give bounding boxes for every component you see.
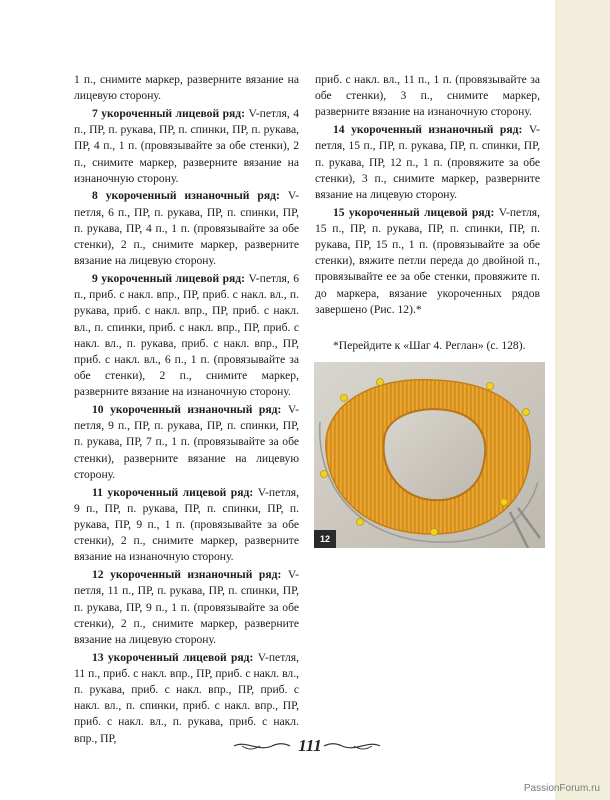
left-text-column <box>74 72 299 748</box>
right-text-column <box>315 72 540 355</box>
spacer <box>315 320 540 338</box>
page-edge-strip <box>555 0 610 800</box>
row-heading: 8 укороченный изнаночный ряд: <box>92 189 280 203</box>
row-heading: 11 укороченный лицевой ряд: <box>92 485 254 499</box>
figure-number-badge: 12 <box>314 530 336 548</box>
paragraph-text: 1 п., снимите маркер, разверните вязание на лицевую сторону. <box>74 73 299 103</box>
row-heading: 12 укороченный изнаночный ряд: <box>92 568 282 582</box>
knitted-yoke-illustration <box>314 362 545 548</box>
row-heading: 7 укороченный лицевой ряд: <box>92 106 246 120</box>
paragraph-row-10 <box>74 402 299 483</box>
paragraph-continuation <box>315 72 540 121</box>
right-flourish-ornament <box>322 738 382 754</box>
paragraph-text: V-петля, 11 п., приб. с накл. впр., ПР, приб. с накл. вл., п. рукава, приб. с накл. впр., ПР, приб. с накл. вл., п. спинки, приб. с накл. впр., ПР, приб. с накл. вл., п. рукава, приб. с накл. впр., ПР, <box>74 650 300 745</box>
paragraph-text: V-петля, 6 п., ПР, п. рукава, ПР, п. спинки, ПР, п. рукава, ПР, 4 п., 1 п. (провязывайте за обе стенки), 2 п., снимите маркер, разверните вязание на лицевую сторону. <box>74 189 299 268</box>
paragraph-row-13 <box>74 650 299 747</box>
footnote: *Перейдите к «Шаг 4. Реглан» (с. 128). <box>333 338 526 352</box>
paragraph-text: V-петля, 15 п., ПР, п. рукава, ПР, п. спинки, ПР, п. рукава, ПР, 15 п., 1 п. (провязывайте за обе стенки), вяжите петли переда до двойной п., провязывайте ее за обе стенки, провяжите п. до маркера, вязание укороченных рядов завершено (Рис. 12).* <box>315 205 541 316</box>
row-heading: 15 укороченный лицевой ряд: <box>333 205 495 219</box>
paragraph-row-12 <box>74 567 299 648</box>
page-number: 111 <box>298 736 322 755</box>
paragraph-text: V-петля, 6 п., приб. с накл. впр., ПР, приб. с накл. вл., п. рукава, приб. с накл. впр., ПР, приб. с накл. вл., п. спинки, приб. с накл. впр., ПР, приб. с накл. вл., п. рукава, приб. с накл. впр., ПР, приб. с накл. вл., 6 п., 1 п. (провязывайте за обе стенки), 2 п., снимите маркер, разверните вязание на изнаночную сторону. <box>74 271 299 399</box>
paragraph-text: V-петля, 4 п., ПР, п. рукава, ПР, п. спинки, ПР, п. рукава, ПР, 4 п., 1 п. (провязывайте за обе стенки), 2 п., снимите маркер, разверните вязание на изнаночную сторону. <box>74 106 299 185</box>
paragraph-row-11 <box>74 485 299 566</box>
watermark: PassionForum.ru <box>523 783 600 794</box>
paragraph-row-7 <box>74 106 299 187</box>
knitting-photo <box>314 362 545 548</box>
paragraph-row-15 <box>315 205 540 318</box>
paragraph-text: V-петля, 9 п., ПР, п. рукава, ПР, п. спинки, ПР, п. рукава, ПР, 9 п., 1 п. (провязывайте за обе стенки), 2 п., снимите маркер, разверните вязание на изнаночную сторону. <box>74 485 300 564</box>
paragraph-text: V-петля, 15 п., ПР, п. рукава, ПР, п. спинки, ПР, п. рукава, ПР, 12 п., 1 п. (провяжите за обе стенки), 3 п., снимите маркер, разверните вязание на лицевую сторону. <box>315 123 540 201</box>
row-heading: 14 укороченный изнаночный ряд: <box>333 123 523 137</box>
paragraph-row-8 <box>74 188 299 269</box>
paragraph-text: V-петля, 9 п., ПР, п. рукава, ПР, п. спинки, ПР, п. рукава, ПР, 7 п., 1 п. (провязывайте за обе стенки), разверните вязание на лицевую сторону. <box>74 403 299 481</box>
paragraph-row-14 <box>315 122 540 203</box>
paragraph-continuation <box>74 72 299 104</box>
paragraph-text: V-петля, 11 п., ПР, п. рукава, ПР, п. спинки, ПР, п. рукава, ПР, 9 п., 1 п. (провязывайте за обе стенки), 2 п., снимите маркер, разверните вязание на лицевую сторону. <box>74 568 299 646</box>
row-heading: 10 укороченный изнаночный ряд: <box>92 403 282 417</box>
paragraph-row-9 <box>74 271 299 401</box>
row-heading: 9 укороченный лицевой ряд: <box>92 271 246 285</box>
paragraph-text: приб. с накл. вл., 11 п., 1 п. (провязывайте за обе стенки), 3 п., снимите маркер, разверните вязание на изнаночную сторону. <box>315 73 540 119</box>
row-heading: 13 укороченный лицевой ряд: <box>92 650 254 664</box>
